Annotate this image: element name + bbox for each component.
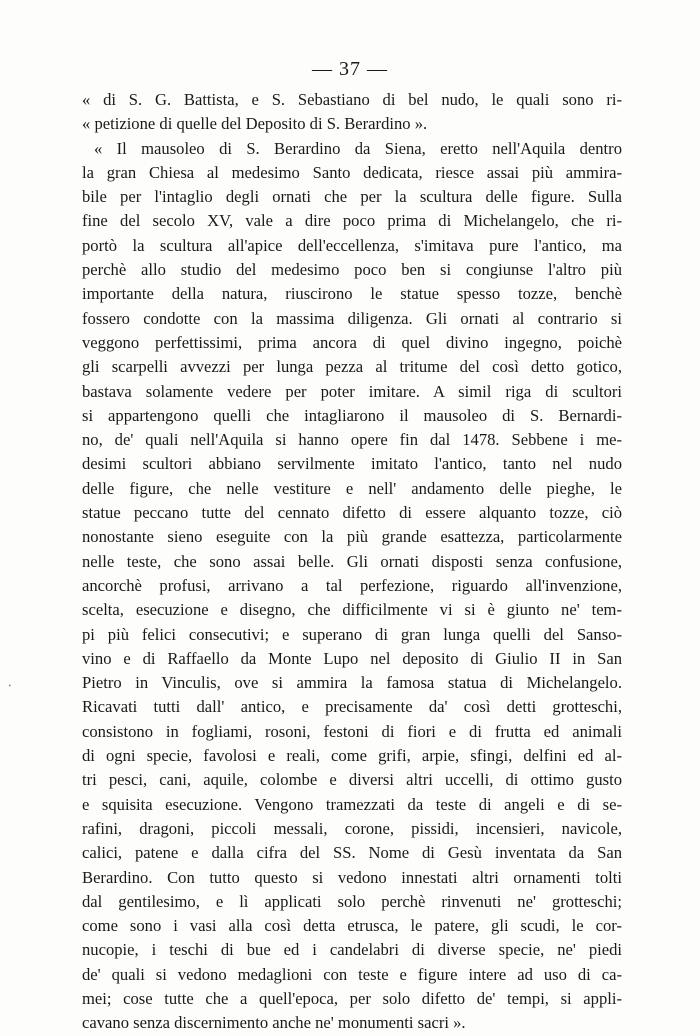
text-line: cavano senza discernimento anche ne' monumenti sacri ».: [82, 1013, 466, 1033]
text-line: importante della natura, riuscirono le statue spesso tozze, benchè: [82, 284, 622, 304]
text-line: ancorchè profusi, arrivano a tal perfezione, riguardo all'invenzione,: [82, 575, 622, 595]
text-line: nonostante sieno eseguite con la più grande esattezza, particolarmente: [82, 527, 622, 547]
text-line: Ricavati tutti dall' antico, e precisamente da' così detti grotteschi,: [82, 697, 622, 717]
page-number: — 37 —: [312, 58, 388, 80]
text-line: bile per l'intaglio degli ornati che per la scultura delle figure. Sulla: [82, 187, 622, 207]
text-line: scelta, esecuzione e disegno, che difficilmente vi si è giunto ne' tem-: [82, 600, 622, 620]
text-line: si appartengono quelli che intagliarono il mausoleo di S. Bernardi-: [82, 405, 622, 425]
text-line: dal gentilesimo, e lì applicati solo perchè rinvenuti ne' grotteschi;: [82, 891, 622, 911]
text-line: gli scarpelli avvezzi per lunga pezza al tritume del così detto gotico,: [82, 357, 622, 377]
text-line: vino e di Raffaello da Monte Lupo nel deposito di Giulio II in San: [82, 648, 622, 668]
margin-mark: •: [8, 683, 12, 690]
text-line: portò la scultura all'apice dell'eccellenza, s'imitava pure l'antico, ma: [82, 235, 622, 255]
text-line: nucopie, i teschi di bue ed i candelabri di diverse specie, ne' piedi: [82, 940, 622, 960]
text-line: « di S. G. Battista, e S. Sebastiano di bel nudo, le quali sono ri-: [82, 90, 622, 109]
text-line: statue peccano tutte del cennato difetto di essere alquanto tozze, ciò: [82, 503, 622, 523]
text-line: come sono i vasi alla così detta etrusca, le patere, gli scudi, le cor-: [82, 916, 622, 936]
text-line: « petizione di quelle del Deposito di S. Berardino ».: [82, 114, 428, 134]
text-line: di ogni specie, favolosi e reali, come grifi, arpie, sfingi, delfini ed al-: [82, 746, 622, 766]
text-line: desimi scultori abbiano servilmente imitato l'antico, tanto nel nudo: [82, 454, 622, 474]
text-line: rafini, dragoni, piccoli messali, corone, pissidi, incensieri, navicole,: [82, 818, 622, 838]
text-line: pi più felici consecutivi; e superano di gran lunga quelli del Sanso-: [82, 624, 622, 644]
text-line: fossero condotte con la massima diligenza. Gli ornati al contrario si: [82, 308, 622, 328]
text-line: de' quali si vedono medaglioni con teste e figure intere ad uso di ca-: [82, 964, 622, 984]
text-line: calici, patene e dalla cifra del SS. Nome di Gesù inventata da San: [82, 843, 622, 863]
text-line: perchè allo studio del medesimo poco ben si congiunse l'altro più: [82, 260, 622, 280]
text-line: mei; cose tutte che a quell'epoca, per solo difetto de' tempi, si appli-: [82, 988, 622, 1008]
text-line: e squisita esecuzione. Vengono tramezzati da teste di angeli e di se-: [82, 794, 622, 814]
text-line: no, de' quali nell'Aquila si hanno opere fin dal 1478. Sebbene i me-: [82, 430, 622, 450]
text-line: Pietro in Vinculis, ove si ammira la famosa statua di Michelangelo.: [82, 673, 622, 693]
text-line: tri pesci, cani, aquile, colombe e diversi altri uccelli, di ottimo gusto: [82, 770, 622, 790]
text-line: veggono perfettissimi, prima ancora di quel divino ingegno, poichè: [82, 332, 622, 352]
text-line: delle figure, che nelle vestiture e nell' andamento delle pieghe, le: [82, 478, 622, 498]
text-line: la gran Chiesa al medesimo Santo dedicata, riesce assai più ammira-: [82, 162, 622, 182]
body-text: [82, 88, 622, 1036]
text-line: bastava solamente vedere per poter imitare. A simil riga di scultori: [82, 381, 622, 401]
text-line: nelle teste, che sono assai belle. Gli ornati disposti senza confusione,: [82, 551, 622, 571]
text-line: fine del secolo XV, vale a dire poco prima di Michelangelo, che ri-: [82, 211, 622, 231]
text-line: consistono in fogliami, rosoni, festoni di fiori e di frutta ed animali: [82, 721, 622, 741]
text-line: « Il mausoleo di S. Berardino da Siena, eretto nell'Aquila dentro: [94, 138, 622, 158]
text-line: Berardino. Con tutto questo si vedono innestati altri ornamenti tolti: [82, 867, 622, 887]
